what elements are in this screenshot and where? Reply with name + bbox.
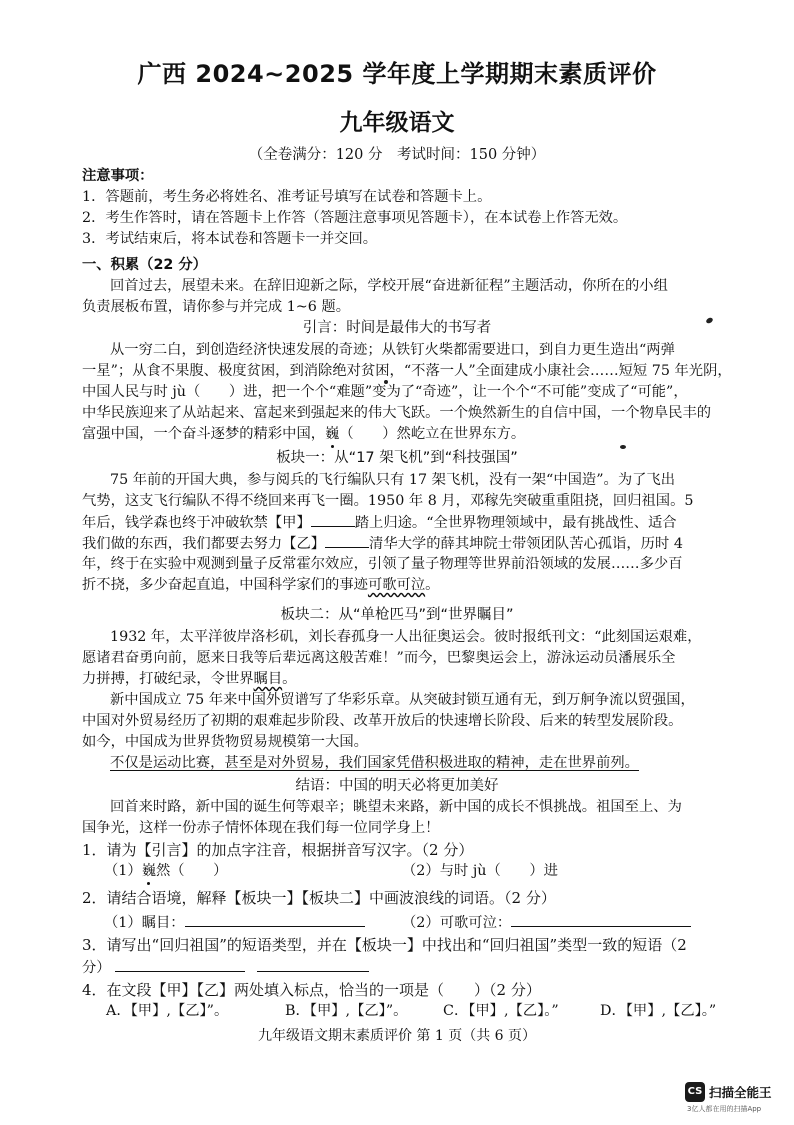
paragraph-line: 1932 年，太平洋彼岸洛杉矶，刘长春孤身一人出征奥运会。彼时报纸刊文：“此刻国运艰难，: [110, 629, 702, 645]
option-b: B．【甲】,【乙】”。: [285, 1003, 408, 1019]
fill-blank: [325, 533, 369, 548]
note-item: 3．考试结束后，将本试卷和答题卡一并交回。: [82, 231, 378, 247]
paragraph-line: 回首来时路，新中国的诞生何等艰辛；眺望未来路，新中国的成长不惧挑战。祖国至上、为: [110, 799, 682, 815]
jieyu-heading: 结语：中国的明天必将更加美好: [295, 778, 499, 794]
intro-line: 回首过去，展望未来。在辞旧迎新之际，学校开展“奋进新征程”主题活动，你所在的小组: [110, 278, 668, 294]
dotted-char: 巍: [141, 863, 156, 879]
wavy-word: 瞩目: [253, 671, 283, 687]
page-footer: 九年级语文期末素质评价 第 1 页（共 6 页）: [257, 1028, 537, 1044]
dotted-char: 巍: [325, 426, 340, 442]
block1-heading: 板块一：从“17 架飞机”到“科技强国”: [276, 450, 518, 466]
wavy-word: 可歌可泣: [367, 577, 426, 593]
paragraph-line: 年，终于在实验中观测到量子反常霍尔效应，引领了量子物理等世界前沿领域的发展……多少百: [82, 556, 683, 572]
answer-blank: [257, 957, 369, 972]
question-2a: （1）瞩目：: [104, 912, 394, 933]
scanner-logo-icon: CS: [685, 1082, 705, 1102]
question-2: 2．请结合语境，解释【板块一】【板块二】中画波浪线的词语。（2 分）: [82, 889, 556, 907]
fill-blank: [311, 512, 355, 527]
question-1: 1．请为【引言】的加点字注音，根据拼音写汉字。（2 分）: [82, 841, 474, 859]
exam-subject: 九年级语文: [339, 110, 455, 136]
underlined-sentence: 不仅是运动比赛，甚至是对外贸易，我们国家凭借积极进取的精神，走在世界前列。: [110, 755, 639, 771]
paragraph-line: 75 年前的开国大典，参与阅兵的飞行编队只有 17 架飞机，没有一架“中国造”。为了飞出: [110, 472, 676, 488]
option-d: D．【甲】,【乙】。”: [600, 1003, 717, 1019]
scanner-watermark: [685, 1080, 783, 1112]
paragraph-line: 从一穷二白，到创造经济快速发展的奇迹；从铁钉火柴都需要进口，到自力更生造出“两弹: [110, 342, 675, 358]
paragraph-line: 新中国成立 75 年来中国外贸谱写了华彩乐章。从突破封锁互通有无，到万舸争流以贸强国，: [110, 692, 695, 708]
answer-blank: [511, 912, 691, 927]
paragraph-line: 富强中国，一个奋斗逐梦的精彩中国，巍（ ）然屹立在世界东方。: [82, 426, 526, 442]
answer-blank: [115, 957, 245, 972]
notes-heading: 注意事项：: [82, 168, 154, 184]
section-heading: 一、积累（22 分）: [82, 257, 207, 273]
paragraph-line: 如今，中国成为世界货物贸易规模第一大国。: [82, 734, 368, 750]
paragraph-line: 我们做的东西，我们都要去努力【乙】 清华大学的薛其坤院士带领团队苦心孤诣，历时 4: [82, 533, 747, 554]
question-2b: （2）可歌可泣：: [402, 912, 742, 933]
intro-line: 负责展板布置，请你参与并完成 1~6 题。: [82, 299, 351, 315]
paragraph-line: 国争光，这样一份赤子情怀体现在我们每一位同学身上！: [82, 820, 440, 836]
paragraph-line: 力拼搏，打破纪录，令世界瞩目。: [82, 671, 297, 687]
paragraph-line: 年后，钱学森也终于冲破软禁【甲】 踏上归途。“全世界物理领域中，最有挑战性、适合: [82, 512, 747, 533]
scanner-tagline: 3亿人都在用的扫描App: [687, 1105, 762, 1113]
paragraph-line: 中国对外贸易经历了初期的艰难起步阶段、改革开放后的快速增长阶段、后来的转型发展阶段。: [82, 713, 683, 729]
paragraph-line: 气势，这支飞行编队不得不绕回来再飞一圈。1950 年 8 月，邓稼先突破重重阻挠，回归祖国。5: [82, 493, 694, 509]
paragraph-line: 折不挠，多少奋起直追，中国科学家们的事迹可歌可泣。: [82, 577, 440, 593]
paragraph-line: 愿诸君奋勇向前，愿来日我等后辈远离这般苦难！”而今，巴黎奥运会上，游泳运动员潘展乐全: [82, 650, 676, 666]
option-a: A．【甲】,【乙】”。: [106, 1003, 229, 1019]
question-3: 3．请写出“回归祖国”的短语类型，并在【板块一】中找出和“回归祖国”类型一致的短语（2: [82, 936, 687, 954]
ink-spot: [384, 380, 388, 384]
paragraph-line: 中国人民与时 jù（ ）进，把一个个“难题”变为了“奇迹”，让一个个“不可能”变成了“可能”，: [82, 384, 688, 400]
question-3-cont: 分）: [82, 957, 747, 978]
yinyan-heading: 引言：时间是最伟大的书写者: [302, 320, 492, 336]
note-item: 1．答题前，考生务必将姓名、准考证号填写在试卷和答题卡上。: [82, 189, 492, 205]
paragraph-line: 中华民族迎来了从站起来、富起来到强起来的伟大飞跃。一个焕然新生的自信中国，一个物阜民丰的: [82, 405, 712, 421]
question-1a: （1）巍然（ ）: [104, 863, 228, 879]
note-item: 2．考生作答时，请在答题卡上作答（答题注意事项见答题卡），在本试卷上作答无效。: [82, 210, 628, 226]
block2-heading: 板块二：从“单枪匹马”到“世界瞩目”: [280, 607, 514, 623]
question-1b: （2）与时 jù（ ）进: [402, 863, 558, 879]
scanner-brand: 扫描全能王: [709, 1085, 772, 1100]
answer-blank: [185, 912, 365, 927]
question-4: 4．在文段【甲】【乙】两处填入标点，恰当的一项是（ ）（2 分）: [82, 981, 541, 999]
ink-spot: [620, 445, 626, 449]
exam-meta: （全卷满分：120 分 考试时间：150 分钟）: [248, 147, 546, 163]
paragraph-line: 一星”；从食不果腹、极度贫困，到消除绝对贫困，“不落一人”全面建成小康社会……短短 75 年光阴，: [82, 363, 732, 379]
option-c: C．【甲】,【乙】。”: [443, 1003, 559, 1019]
exam-title: 广西 2024~2025 学年度上学期期末素质评价: [137, 60, 657, 88]
